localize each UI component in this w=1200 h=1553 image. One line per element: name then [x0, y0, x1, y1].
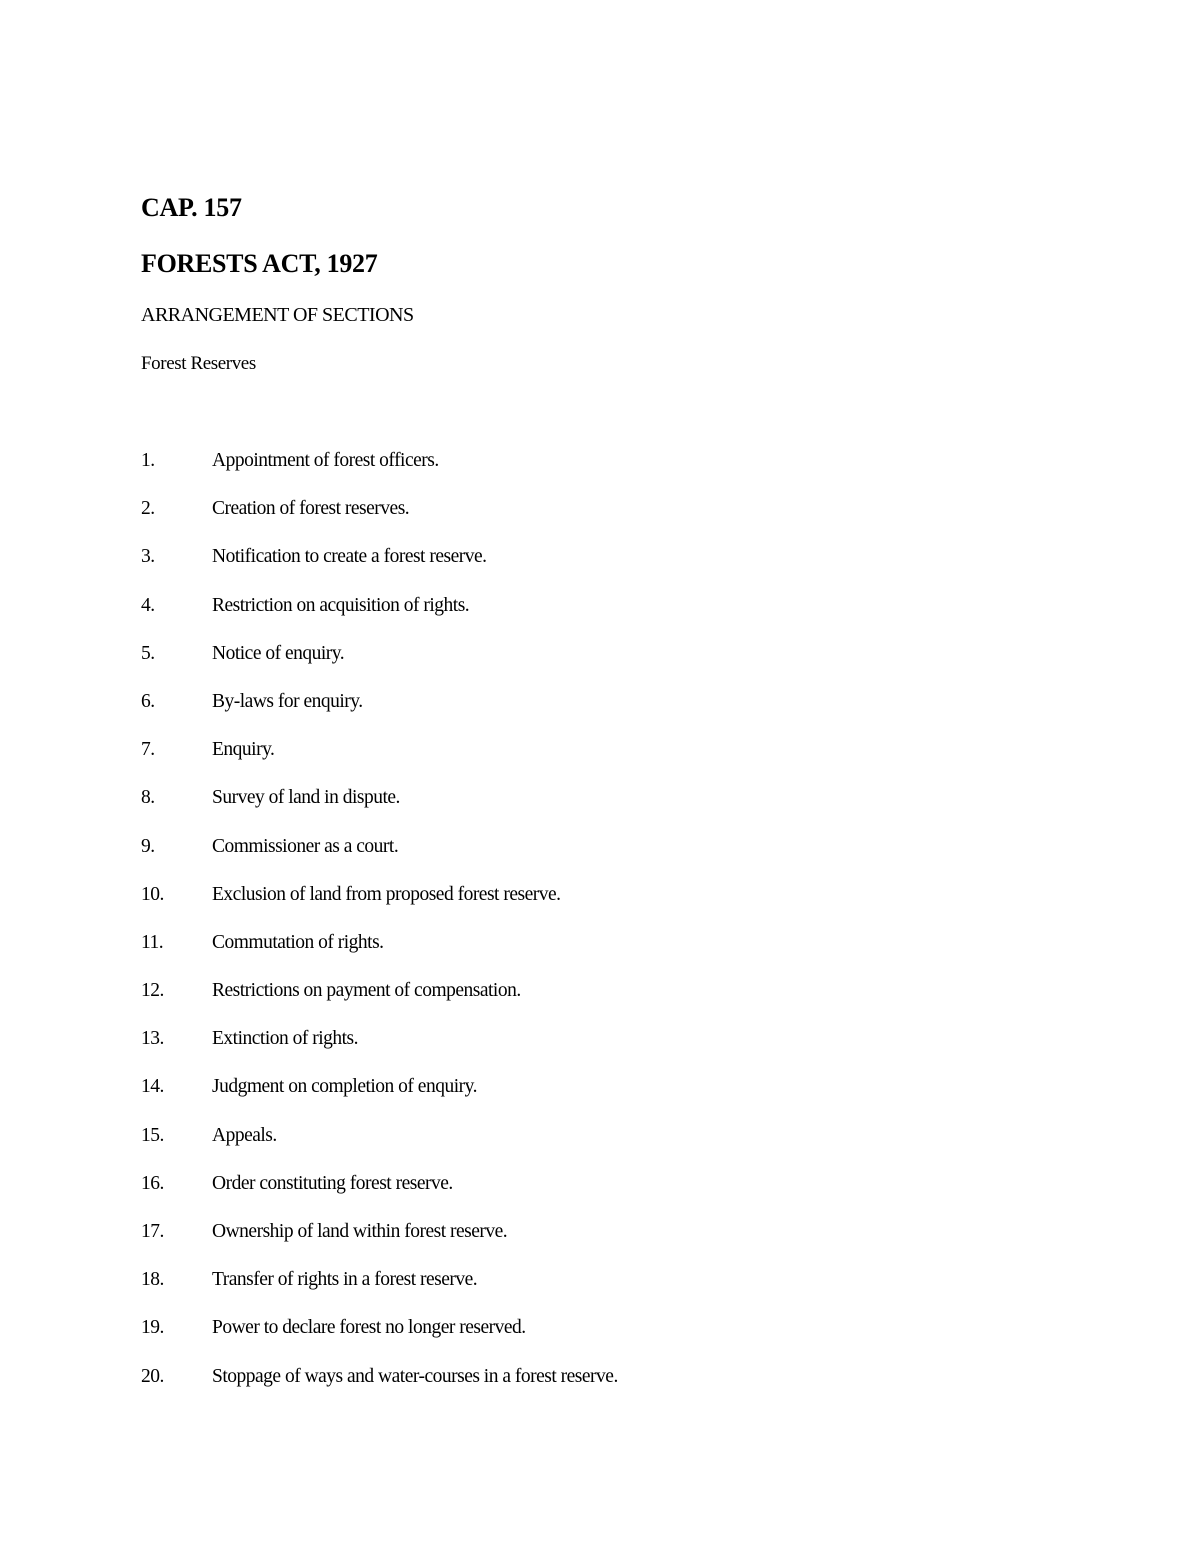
- section-number: 18.: [141, 1269, 164, 1291]
- section-title: Commutation of rights.: [212, 931, 384, 953]
- sections-list: [141, 449, 618, 1413]
- section-item: [141, 1316, 618, 1364]
- section-item: [141, 883, 618, 931]
- section-number: 8.: [141, 787, 155, 809]
- section-item: [141, 1365, 618, 1413]
- section-item: [141, 1027, 618, 1075]
- section-item: [141, 1075, 618, 1123]
- section-item: [141, 738, 618, 786]
- section-item: [141, 931, 618, 979]
- section-number: 7.: [141, 739, 155, 761]
- section-title: By-laws for enquiry.: [212, 690, 363, 712]
- section-item: [141, 1172, 618, 1220]
- section-number: 16.: [141, 1172, 164, 1194]
- section-number: 2.: [141, 498, 155, 520]
- section-title: Notification to create a forest reserve.: [212, 546, 487, 568]
- section-item: [141, 1124, 618, 1172]
- chapter-number: CAP. 157: [141, 193, 242, 222]
- section-item: [141, 1268, 618, 1316]
- section-title: Appeals.: [212, 1124, 277, 1146]
- section-number: 20.: [141, 1365, 164, 1387]
- section-item: [141, 497, 618, 545]
- section-item: [141, 979, 618, 1027]
- section-title: Judgment on completion of enquiry.: [212, 1076, 477, 1098]
- section-title: Commissioner as a court.: [212, 835, 399, 857]
- section-title: Creation of forest reserves.: [212, 498, 410, 520]
- section-title: Restriction on acquisition of rights.: [212, 594, 470, 616]
- section-number: 12.: [141, 980, 164, 1002]
- section-title: Restrictions on payment of compensation.: [212, 980, 521, 1002]
- section-title: Notice of enquiry.: [212, 642, 345, 664]
- section-number: 15.: [141, 1124, 164, 1146]
- section-item: [141, 594, 618, 642]
- section-number: 5.: [141, 642, 155, 664]
- section-title: Appointment of forest officers.: [212, 450, 439, 471]
- section-item: [141, 786, 618, 834]
- section-number: 13.: [141, 1028, 164, 1050]
- section-item: [141, 449, 618, 497]
- section-number: 9.: [141, 835, 155, 857]
- section-number: 14.: [141, 1076, 164, 1098]
- arrangement-heading: ARRANGEMENT OF SECTIONS: [141, 304, 414, 326]
- section-item: [141, 545, 618, 593]
- section-title: Ownership of land within forest reserve.: [212, 1221, 508, 1242]
- section-number: 19.: [141, 1317, 164, 1339]
- section-number: 3.: [141, 546, 155, 568]
- section-title: Transfer of rights in a forest reserve.: [212, 1269, 478, 1291]
- section-number: 6.: [141, 690, 155, 712]
- section-title: Enquiry.: [212, 739, 275, 761]
- section-number: 4.: [141, 594, 155, 616]
- section-number: 10.: [141, 883, 164, 905]
- section-title: Extinction of rights.: [212, 1028, 359, 1050]
- section-title: Exclusion of land from proposed forest reserve.: [212, 883, 561, 905]
- section-number: 11.: [141, 931, 164, 953]
- part-heading: Forest Reserves: [141, 353, 256, 374]
- section-item: [141, 690, 618, 738]
- section-number: 17.: [141, 1221, 164, 1242]
- act-title: FORESTS ACT, 1927: [141, 249, 378, 278]
- section-number: 1.: [141, 450, 155, 471]
- section-item: [141, 1220, 618, 1268]
- section-item: [141, 642, 618, 690]
- section-title: Survey of land in dispute.: [212, 787, 400, 809]
- section-title: Power to declare forest no longer reserved.: [212, 1317, 526, 1339]
- section-title: Stoppage of ways and water-courses in a forest reserve.: [212, 1365, 618, 1387]
- section-item: [141, 835, 618, 883]
- section-title: Order constituting forest reserve.: [212, 1172, 453, 1194]
